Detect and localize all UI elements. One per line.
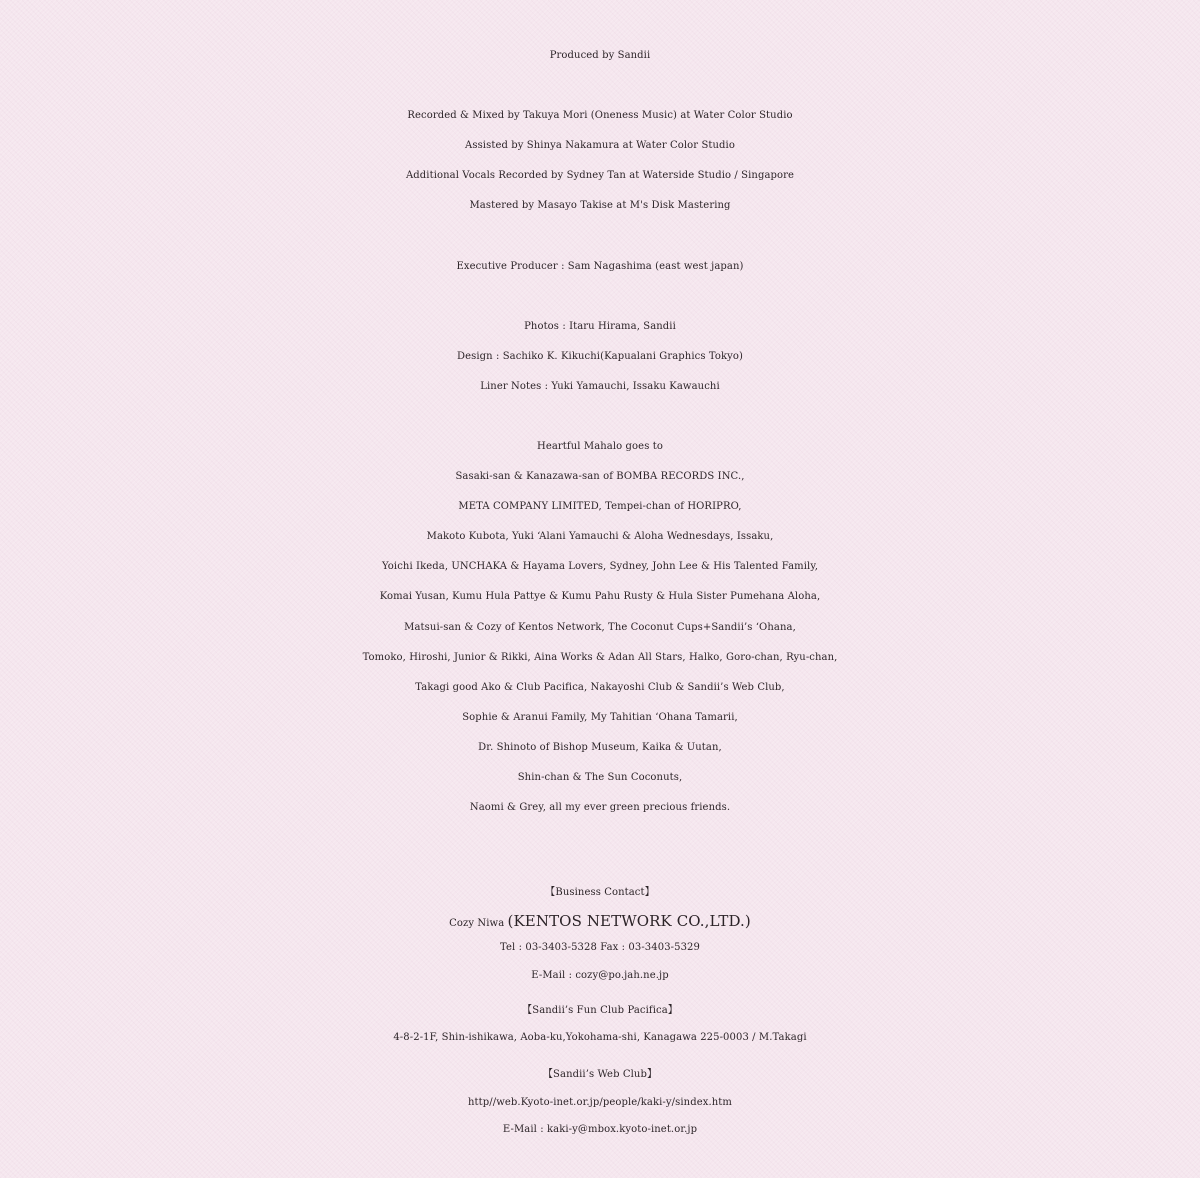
thanks-line: Sophie & Aranui Family, My Tahitian ‘Ohana Tamarii, xyxy=(462,712,738,723)
web-club-url: http//web.Kyoto-inet.or.jp/people/kaki-y/sindex.htm xyxy=(468,1097,732,1108)
thanks-line: Makoto Kubota, Yuki ‘Alani Yamauchi & Aloha Wednesdays, Issaku, xyxy=(426,531,774,542)
thanks-line: Naomi & Grey, all my ever green precious friends. xyxy=(469,802,731,813)
executive-producer: Executive Producer : Sam Nagashima (east west japan) xyxy=(456,261,744,272)
recording-line: Recorded & Mixed by Takuya Mori (Oneness Music) at Water Color Studio xyxy=(407,110,793,121)
contact-company: (KENTOS NETWORK CO.,LTD.) xyxy=(507,912,751,930)
thanks-line: META COMPANY LIMITED, Tempei-chan of HORIPRO, xyxy=(458,501,742,512)
fan-club-heading: 【Sandii’s Fun Club Pacifica】 xyxy=(522,1005,678,1016)
web-club-heading: 【Sandii’s Web Club】 xyxy=(542,1069,658,1080)
credit-line: Photos : Itaru Hirama, Sandii xyxy=(524,321,676,332)
web-club-email: E-Mail : kaki-y@mbox.kyoto-inet.or.jp xyxy=(502,1124,698,1135)
credit-line: Liner Notes : Yuki Yamauchi, Issaku Kawauchi xyxy=(480,381,720,392)
thanks-line: Dr. Shinoto of Bishop Museum, Kaika & Uutan, xyxy=(478,742,722,753)
thanks-line: Tomoko, Hiroshi, Junior & Rikki, Aina Works & Adan All Stars, Halko, Goro-chan, Ryu-chan, xyxy=(362,652,838,663)
thanks-line: Heartful Mahalo goes to xyxy=(537,441,663,452)
thanks-line: Sasaki-san & Kanazawa-san of BOMBA RECORDS INC., xyxy=(455,471,745,482)
business-contact-phone: Tel : 03-3403-5328 Fax : 03-3403-5329 xyxy=(500,942,700,953)
business-contact-email: E-Mail : cozy@po.jah.ne.jp xyxy=(531,970,669,981)
recording-line: Assisted by Shinya Nakamura at Water Color Studio xyxy=(465,140,735,151)
thanks-line: Komai Yusan, Kumu Hula Pattye & Kumu Pahu Rusty & Hula Sister Pumehana Aloha, xyxy=(379,591,821,602)
fan-club-address: 4-8-2-1F, Shin-ishikawa, Aoba-ku,Yokohama-shi, Kanagawa 225-0003 / M.Takagi xyxy=(393,1032,807,1043)
thanks-line: Shin-chan & The Sun Coconuts, xyxy=(517,772,683,783)
recording-line: Additional Vocals Recorded by Sydney Tan at Waterside Studio / Singapore xyxy=(405,170,795,181)
credit-line: Design : Sachiko K. Kikuchi(Kapualani Graphics Tokyo) xyxy=(456,351,744,362)
thanks-line: Takagi good Ako & Club Pacifica, Nakayoshi Club & Sandii’s Web Club, xyxy=(415,682,785,693)
produced-by: Produced by Sandii xyxy=(549,50,651,61)
thanks-line: Yoichi Ikeda, UNCHAKA & Hayama Lovers, Sydney, John Lee & His Talented Family, xyxy=(381,561,819,572)
thanks-line: Matsui-san & Cozy of Kentos Network, The Coconut Cups+Sandii’s ‘Ohana, xyxy=(404,622,796,633)
contact-name: Cozy Niwa xyxy=(449,918,508,929)
recording-line: Mastered by Masayo Takise at M's Disk Mastering xyxy=(469,200,731,211)
business-contact-heading: 【Business Contact】 xyxy=(545,887,655,898)
